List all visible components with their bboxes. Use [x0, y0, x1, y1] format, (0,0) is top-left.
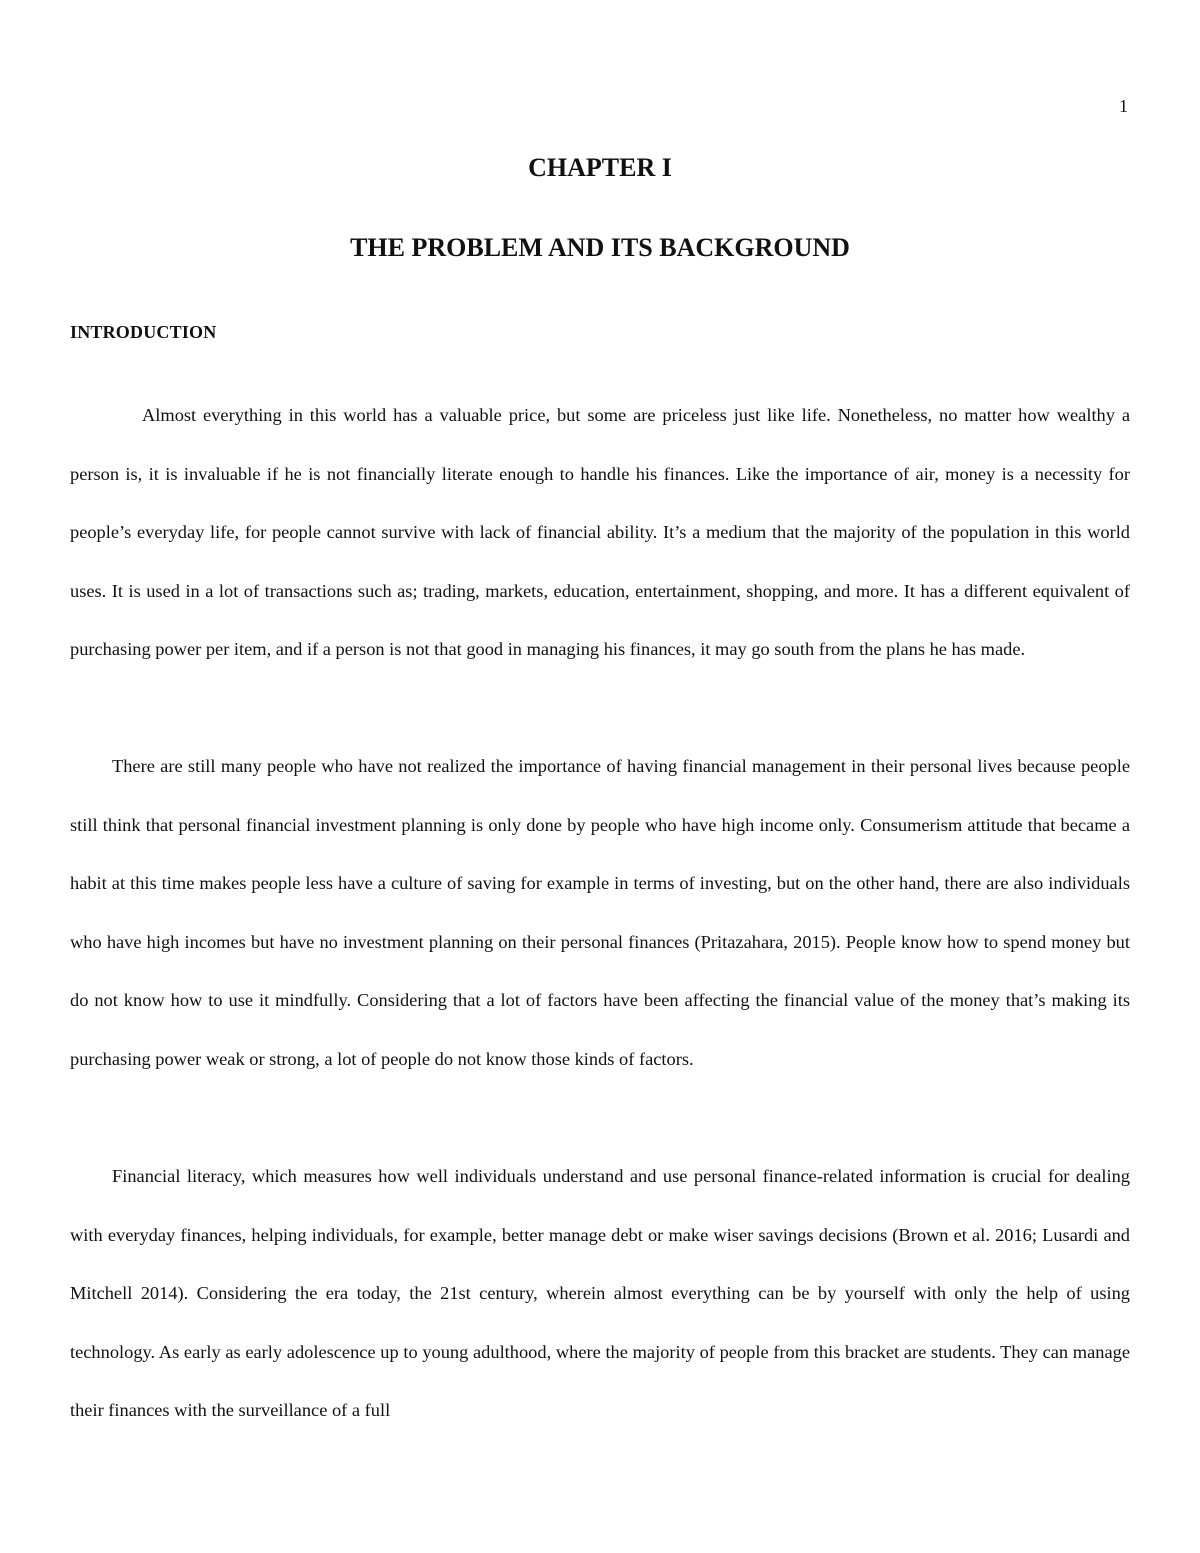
chapter-title: CHAPTER I: [528, 153, 672, 182]
page-number: 1: [1119, 96, 1128, 116]
paragraph-1: Almost everything in this world has a valuable price, but some are priceless just like life. Nonetheless, no matter how wealthy a person is, it is invaluable if he is not financially literate enough to handle his finances. Like the importance of air, money is a necessity for people’s everyday life, for people cannot survive with lack of financial ability. It’s a medium that the majority of the population in this world uses. It is used in a lot of transactions such as; trading, markets, education, entertainment, shopping, and more. It has a different equivalent of purchasing power per item, and if a person is not that good in managing his finances, it may go south from the plans he has made.: [70, 405, 1130, 659]
section-heading-introduction: INTRODUCTION: [70, 322, 217, 342]
paragraph-3: Financial literacy, which measures how well individuals understand and use personal finance-related information is crucial for dealing with everyday finances, helping individuals, for example, better manage debt or make wiser savings decisions (Brown et al. 2016; Lusardi and Mitchell 2014). Considering the era today, the 21st century, wherein almost everything can be by yourself with only the help of using technology. As early as early adolescence up to young adulthood, where the majority of people from this bracket are students. They can manage their finances with the surveillance of a full: [70, 1166, 1130, 1420]
paragraph-2: There are still many people who have not realized the importance of having financial management in their personal lives because people still think that personal financial investment planning is only done by people who have high income only. Consumerism attitude that became a habit at this time makes people less have a culture of saving for example in terms of investing, but on the other hand, there are also individuals who have high incomes but have no investment planning on their personal finances (Pritazahara, 2015). People know how to spend money but do not know how to use it mindfully. Considering that a lot of factors have been affecting the financial value of the money that’s making its purchasing power weak or strong, a lot of people do not know those kinds of factors.: [70, 756, 1130, 1069]
chapter-subtitle: THE PROBLEM AND ITS BACKGROUND: [350, 233, 850, 262]
